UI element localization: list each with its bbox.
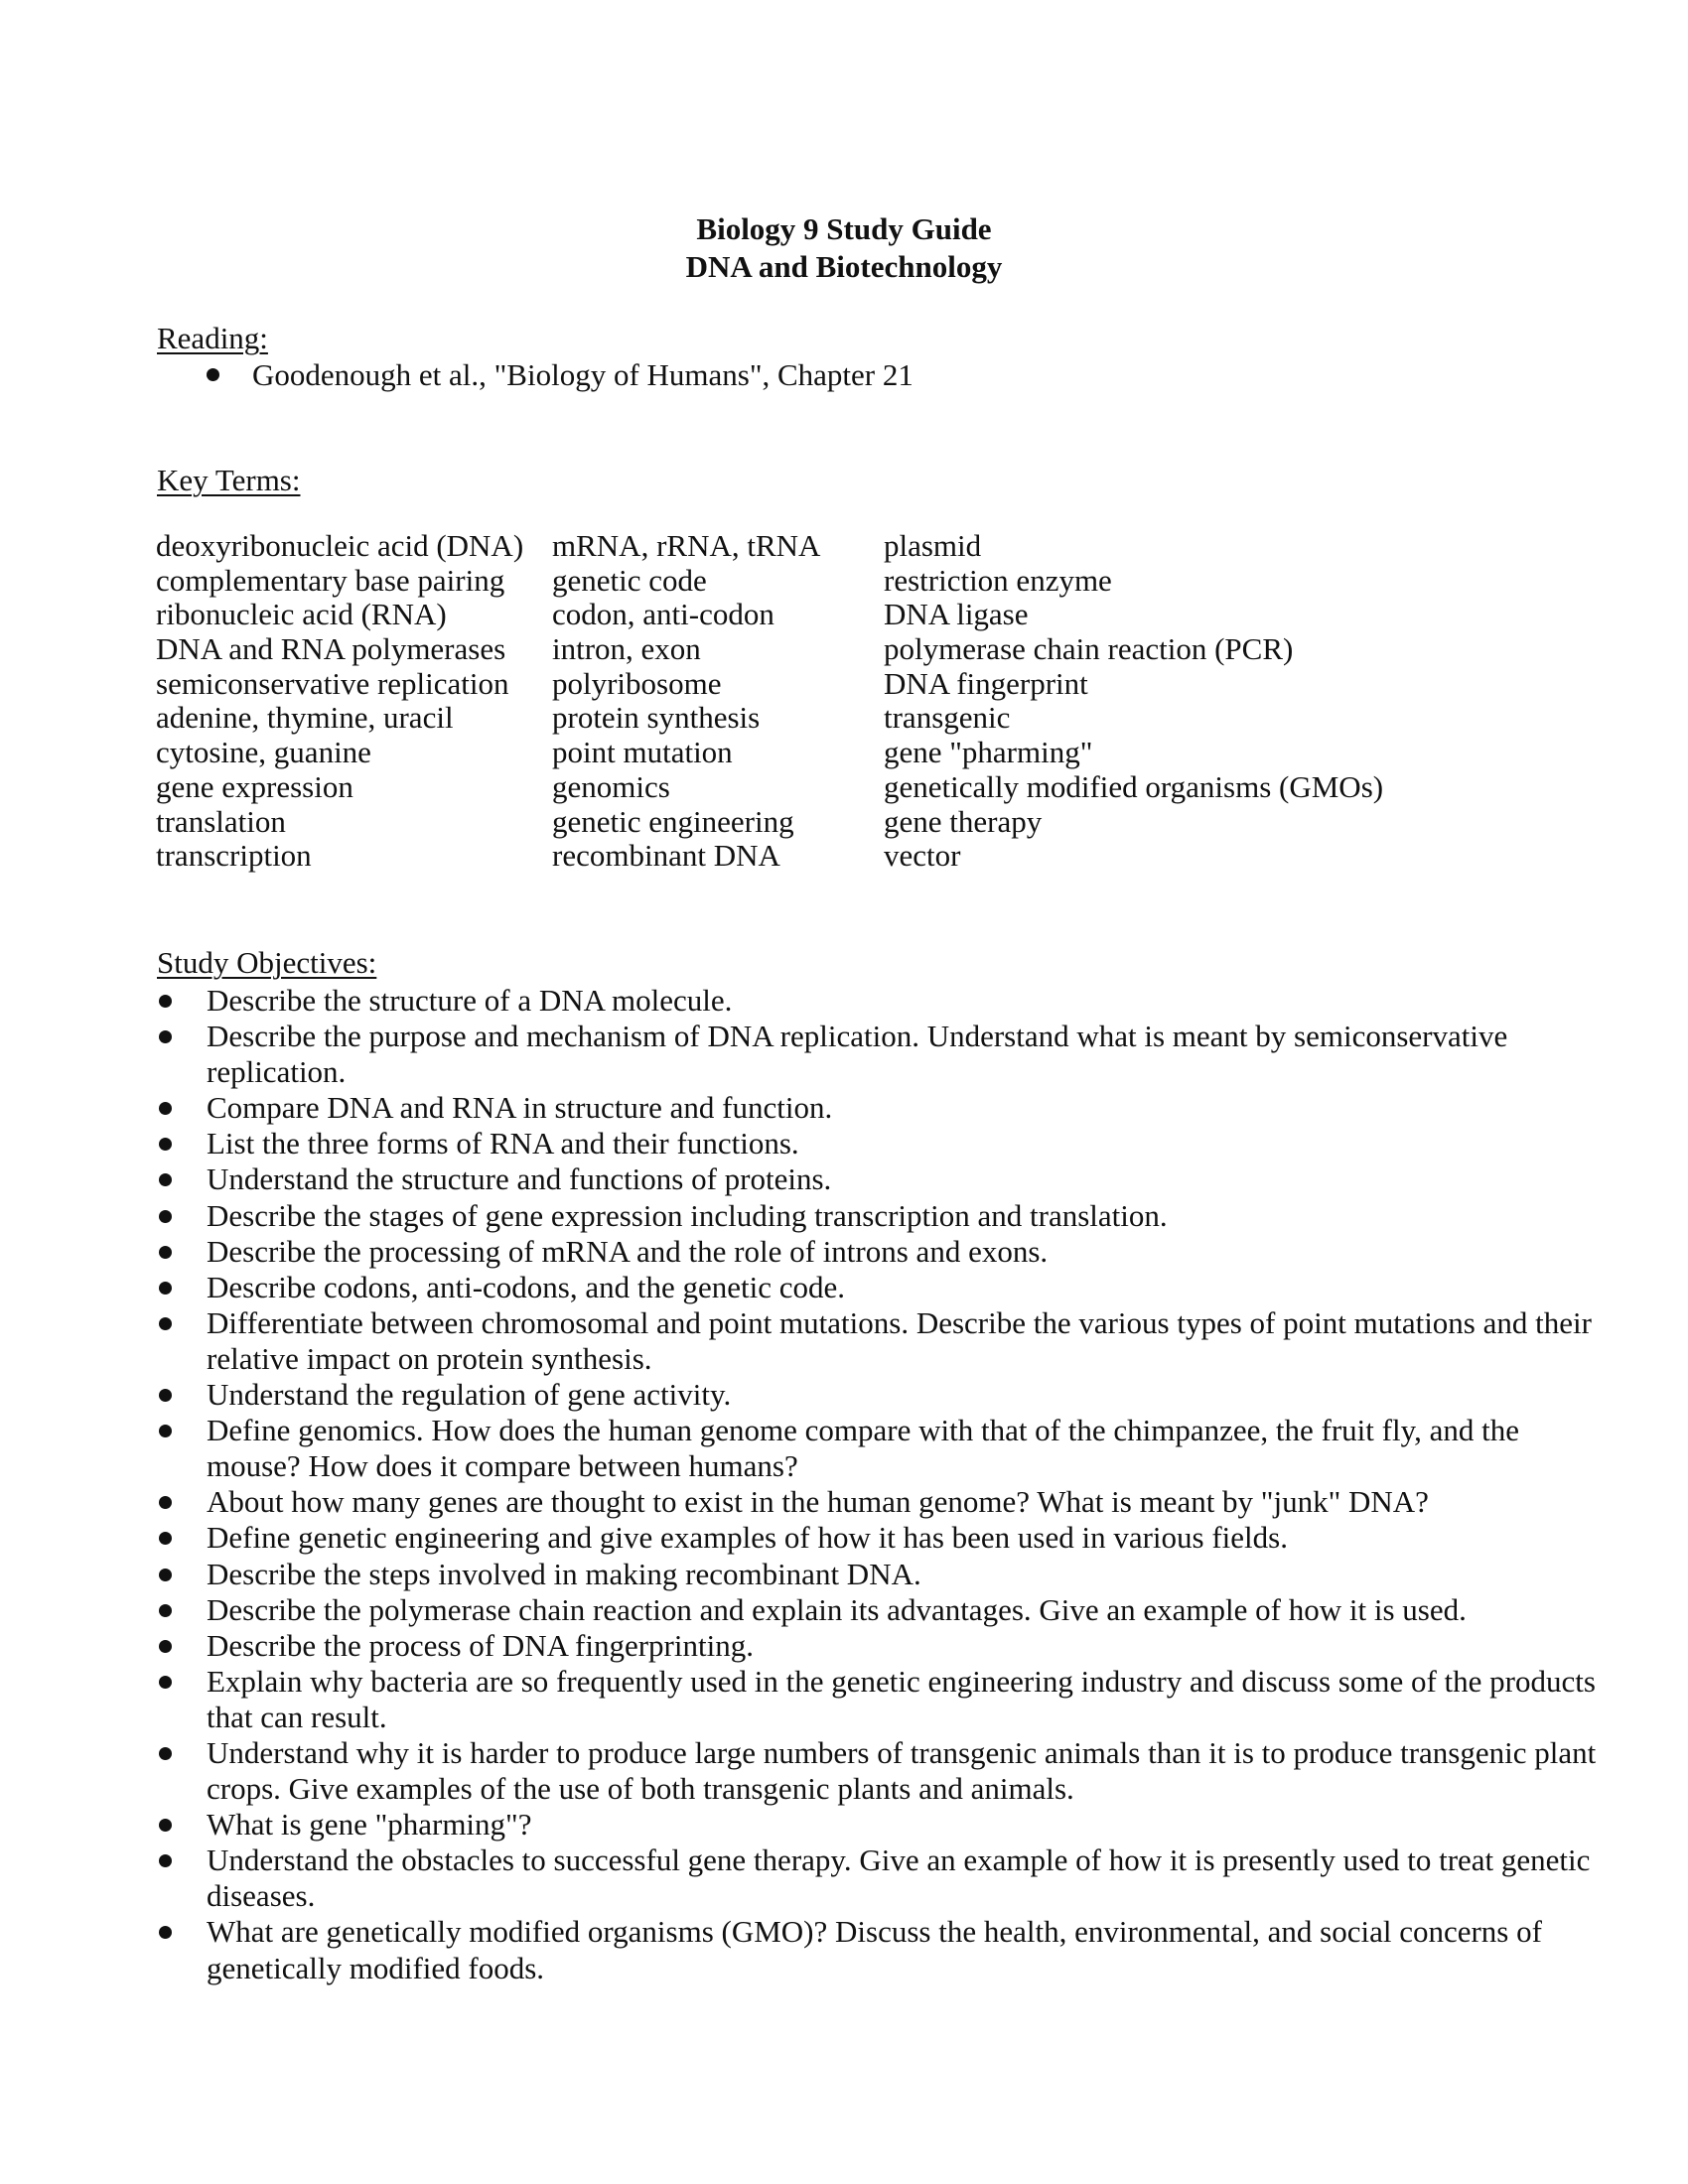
objective-item	[157, 1161, 1567, 1197]
key-term: gene "pharming"	[884, 735, 1093, 770]
bullet-icon	[159, 1569, 172, 1581]
objective-text: Define genetic engineering and give examples of how it has been used in various fields.	[207, 1520, 1288, 1556]
objective-text: Describe the steps involved in making recombinant DNA.	[207, 1556, 921, 1591]
key-term: intron, exon	[552, 631, 701, 667]
objective-item	[157, 1198, 1567, 1234]
objective-item	[157, 1019, 1567, 1090]
objective-text: Describe the stages of gene expression including transcription and translation.	[207, 1197, 1168, 1233]
key-term: cytosine, guanine	[156, 735, 371, 770]
key-term: deoxyribonucleic acid (DNA)	[156, 528, 524, 563]
objective-item	[157, 1234, 1567, 1270]
objective-text: Understand the regulation of gene activity.	[207, 1377, 732, 1413]
key-terms-heading: Key Terms:	[157, 463, 301, 497]
objective-item	[157, 1557, 1567, 1592]
key-term: semiconservative replication	[156, 665, 509, 701]
objective-text-continued: that can result.	[207, 1699, 387, 1734]
key-term: recombinant DNA	[552, 838, 780, 874]
bullet-icon	[159, 1640, 172, 1653]
objective-item	[157, 1807, 1567, 1843]
title-line-2: DNA and Biotechnology	[685, 249, 1003, 284]
bullet-icon	[159, 1389, 172, 1402]
reading-heading: Reading:	[157, 321, 268, 355]
objective-text: About how many genes are thought to exist in the human genome? What is meant by "junk" DNA?	[207, 1484, 1429, 1520]
bullet-icon	[159, 1317, 172, 1330]
key-term: genetically modified organisms (GMOs)	[884, 768, 1384, 804]
key-terms-column-1	[156, 529, 523, 874]
objective-text-continued: mouse? How does it compare between humans?	[207, 1448, 798, 1484]
bullet-icon	[159, 1030, 172, 1043]
study-objectives-heading: Study Objectives:	[157, 945, 377, 980]
key-term: codon, anti-codon	[552, 597, 774, 632]
reading-item-text: Goodenough et al., "Biology of Humans", Chapter 21	[252, 357, 914, 392]
key-term: DNA fingerprint	[884, 665, 1088, 701]
objective-text: Describe the processing of mRNA and the role of introns and exons.	[207, 1233, 1049, 1269]
key-term: plasmid	[884, 528, 982, 563]
objective-item	[157, 1090, 1567, 1126]
objective-item	[157, 1628, 1567, 1664]
objective-text: Understand the structure and functions of proteins.	[207, 1161, 832, 1197]
bullet-icon	[159, 1747, 172, 1760]
key-term: translation	[156, 803, 286, 839]
objective-item	[157, 1270, 1567, 1305]
key-term: DNA and RNA polymerases	[156, 631, 506, 667]
key-term: vector	[884, 838, 961, 874]
key-term: genetic engineering	[552, 803, 794, 839]
objective-item	[157, 983, 1567, 1019]
objective-text: What are genetically modified organisms (GMO)? Discuss the health, environmental, and social concerns of	[207, 1914, 1542, 1950]
objective-text: Describe codons, anti-codons, and the genetic code.	[207, 1269, 846, 1304]
objective-text: List the three forms of RNA and their functions.	[207, 1126, 799, 1161]
bullet-icon	[159, 1246, 172, 1259]
objective-text: Compare DNA and RNA in structure and function.	[207, 1090, 833, 1126]
objective-item	[157, 1126, 1567, 1161]
title-line-1: Biology 9 Study Guide	[696, 211, 992, 246]
objective-text: Understand why it is harder to produce large numbers of transgenic animals than it is to produce transgenic plant	[207, 1734, 1597, 1770]
key-term: polyribosome	[552, 665, 722, 701]
objective-text: Explain why bacteria are so frequently used in the genetic engineering industry and discuss some of the products	[207, 1663, 1596, 1699]
bullet-icon	[159, 1282, 172, 1295]
bullet-icon	[159, 1604, 172, 1617]
key-term: transgenic	[884, 700, 1011, 736]
objective-item	[157, 1592, 1567, 1628]
objective-text: Describe the purpose and mechanism of DNA replication. Understand what is meant by semiconservative	[207, 1019, 1508, 1054]
objective-text: Describe the structure of a DNA molecule.	[207, 983, 733, 1018]
study-objectives-list	[157, 983, 1597, 1986]
bullet-icon	[159, 1819, 172, 1832]
key-term: adenine, thymine, uracil	[156, 700, 454, 736]
bullet-icon	[159, 1676, 172, 1689]
key-terms-column-2	[552, 529, 820, 874]
objective-text: Describe the process of DNA fingerprinting.	[207, 1627, 754, 1663]
key-terms-table	[0, 529, 1688, 887]
bullet-icon	[159, 1496, 172, 1509]
key-term: protein synthesis	[552, 700, 761, 736]
bullet-icon	[159, 1210, 172, 1223]
key-term: ribonucleic acid (RNA)	[156, 597, 447, 632]
bullet-icon	[159, 1138, 172, 1151]
objective-text-continued: genetically modified foods.	[207, 1950, 545, 1985]
objective-item	[157, 1484, 1567, 1520]
key-term: complementary base pairing	[156, 562, 505, 598]
objective-text: Understand the obstacles to successful gene therapy. Give an example of how it is presently used to treat genetic	[207, 1843, 1591, 1878]
objective-item	[157, 1914, 1567, 1985]
key-term: DNA ligase	[884, 597, 1029, 632]
objective-item	[157, 1304, 1592, 1377]
objective-text: What is gene "pharming"?	[207, 1807, 532, 1843]
objective-text: Define genomics. How does the human genome compare with that of the chimpanzee, the fruit fly, and the	[207, 1413, 1519, 1448]
objective-text: Differentiate between chromosomal and point mutations. Describe the various types of point mutations and their	[207, 1304, 1592, 1340]
objective-text-continued: diseases.	[207, 1878, 316, 1914]
objective-text-continued: crops. Give examples of the use of both transgenic plants and animals.	[207, 1771, 1074, 1807]
key-term: point mutation	[552, 735, 733, 770]
key-terms-column-3	[884, 529, 1383, 874]
objective-text-continued: replication.	[207, 1054, 347, 1090]
objective-item	[157, 1663, 1596, 1735]
objective-item	[157, 1734, 1597, 1807]
key-term: gene therapy	[884, 803, 1043, 839]
key-term: gene expression	[156, 768, 353, 804]
key-term: genomics	[552, 768, 670, 804]
objective-item	[157, 1413, 1567, 1484]
document-title	[0, 210, 1688, 286]
bullet-icon	[159, 995, 172, 1008]
key-term: polymerase chain reaction (PCR)	[884, 631, 1294, 667]
bullet-icon	[159, 1926, 172, 1939]
key-term: mRNA, rRNA, tRNA	[552, 528, 821, 563]
objective-item	[157, 1377, 1567, 1413]
objective-item	[157, 1843, 1591, 1914]
bullet-icon	[159, 1425, 172, 1437]
objective-text-continued: relative impact on protein synthesis.	[207, 1340, 652, 1376]
objective-text: Describe the polymerase chain reaction and explain its advantages. Give an example of how it is used.	[207, 1591, 1467, 1627]
objective-item	[157, 1520, 1567, 1556]
reading-list-item	[207, 357, 914, 393]
bullet-icon	[159, 1102, 172, 1115]
bullet-icon	[207, 368, 219, 381]
bullet-icon	[159, 1532, 172, 1545]
key-term: restriction enzyme	[884, 562, 1112, 598]
key-term: transcription	[156, 838, 312, 874]
bullet-icon	[159, 1854, 172, 1867]
bullet-icon	[159, 1173, 172, 1186]
key-term: genetic code	[552, 562, 707, 598]
